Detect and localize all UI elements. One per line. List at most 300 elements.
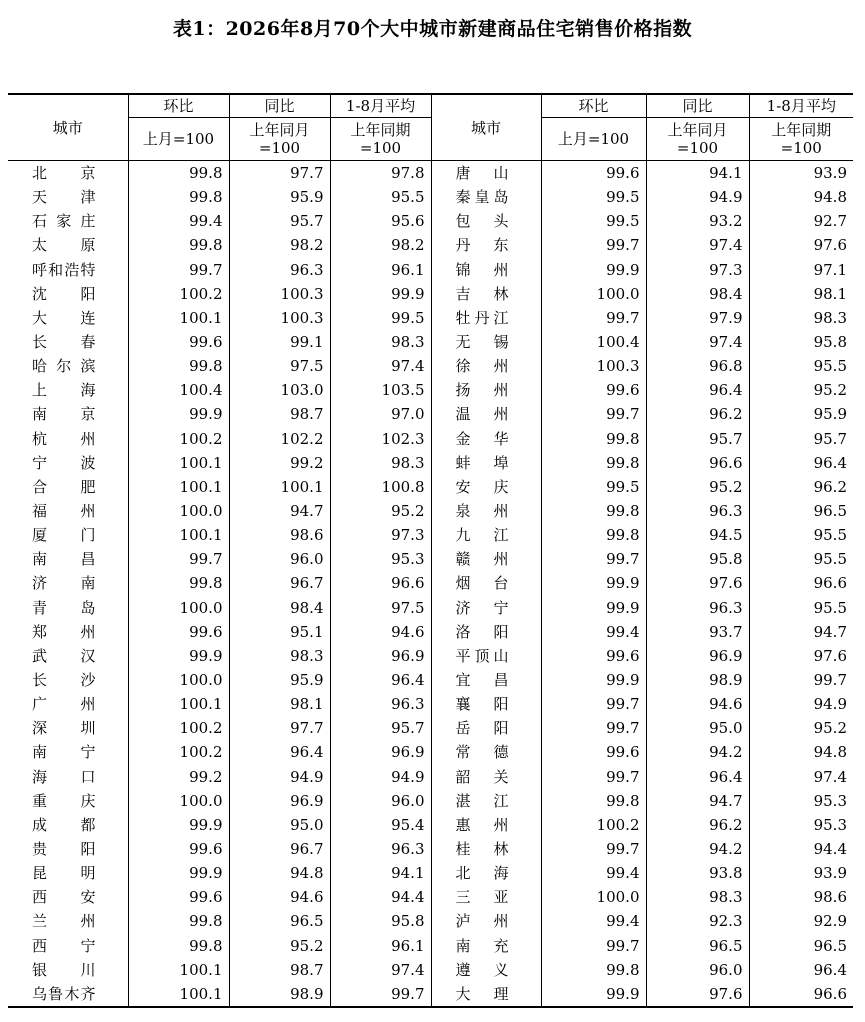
avg-value-left: 97.5 [330,596,431,620]
avg-value-right: 95.5 [749,354,853,378]
price-index-table [8,93,853,1008]
mom-value-right: 99.8 [541,451,646,475]
mom-value-left: 99.4 [128,209,229,233]
table-row [8,620,853,644]
avg-value-left: 98.2 [330,233,431,257]
city-name-left: 长沙 [32,671,96,690]
city-name-right: 烟台 [431,571,541,595]
city-name-right: 遵义 [431,958,541,982]
avg-value-left: 98.3 [330,451,431,475]
header-yoy-base-right: 上年同月 =100 [646,118,749,161]
mom-value-left: 99.7 [128,547,229,571]
yoy-value-left: 96.3 [229,258,330,282]
mom-value-right: 99.8 [541,499,646,523]
mom-value-left: 99.9 [128,813,229,837]
avg-value-right: 95.8 [749,330,853,354]
city-name-right: 大理 [431,982,541,1007]
mom-value-left: 100.1 [128,451,229,475]
mom-value-left: 99.9 [128,402,229,426]
avg-value-left: 102.3 [330,427,431,451]
mom-value-right: 99.7 [541,934,646,958]
mom-value-right: 99.8 [541,789,646,813]
city-name-left: 贵阳 [32,840,96,858]
mom-value-right: 99.7 [541,716,646,740]
header-row-bottom [8,118,853,161]
yoy-value-right: 95.8 [646,547,749,571]
table-row [8,765,853,789]
table-row [8,258,853,282]
city-name-right: 岳阳 [431,716,541,740]
avg-value-left: 95.2 [330,499,431,523]
table-row [8,934,853,958]
city-name-left: 石家庄 [32,212,96,231]
avg-value-right: 98.3 [749,306,853,330]
header-avg-base-left: 上年同期 =100 [330,118,431,161]
avg-value-right: 97.4 [749,765,853,789]
city-name-left: 南宁 [32,743,96,762]
avg-value-left: 100.8 [330,475,431,499]
mom-value-right: 100.3 [541,354,646,378]
table-row [8,909,853,933]
city-name-left: 兰州 [32,912,96,931]
mom-value-right: 99.6 [541,378,646,402]
mom-value-right: 99.7 [541,547,646,571]
city-name-right: 平顶山 [431,644,541,668]
yoy-value-right: 93.2 [646,209,749,233]
yoy-value-left: 95.7 [229,209,330,233]
mom-value-right: 99.9 [541,258,646,282]
avg-value-left: 97.4 [330,958,431,982]
header-mom-right: 环比 [541,94,646,118]
city-name-left: 重庆 [32,791,96,810]
table-row [8,161,853,186]
header-mom-left: 环比 [128,94,229,118]
table-row [8,378,853,402]
mom-value-left: 99.8 [128,571,229,595]
city-name-right: 惠州 [431,813,541,837]
avg-value-right: 97.6 [749,233,853,257]
avg-value-left: 97.4 [330,354,431,378]
yoy-value-right: 95.7 [646,427,749,451]
avg-value-left: 94.4 [330,885,431,909]
city-name-left: 南京 [32,405,96,424]
city-name-right: 包头 [431,209,541,233]
yoy-value-right: 98.4 [646,282,749,306]
avg-value-left: 95.3 [330,547,431,571]
mom-value-left: 100.0 [128,596,229,620]
avg-value-right: 96.5 [749,934,853,958]
yoy-value-left: 96.7 [229,837,330,861]
table-row [8,233,853,257]
city-name-right: 牡丹江 [431,306,541,330]
mom-value-left: 99.9 [128,644,229,668]
mom-value-right: 99.4 [541,620,646,644]
avg-value-right: 94.4 [749,837,853,861]
avg-value-right: 97.6 [749,644,853,668]
city-name-right: 桂林 [431,837,541,861]
yoy-value-right: 96.3 [646,499,749,523]
yoy-value-left: 95.2 [229,934,330,958]
yoy-value-left: 98.6 [229,523,330,547]
mom-value-right: 99.6 [541,740,646,764]
city-name-left: 天津 [32,188,96,207]
mom-value-left: 100.0 [128,789,229,813]
yoy-value-right: 97.3 [646,258,749,282]
yoy-value-right: 94.6 [646,692,749,716]
city-name-left: 武汉 [32,646,96,665]
mom-value-right: 100.0 [541,885,646,909]
yoy-value-right: 97.6 [646,982,749,1007]
table-row [8,885,853,909]
city-name-right: 洛阳 [431,620,541,644]
city-name-right: 锦州 [431,258,541,282]
mom-value-left: 100.0 [128,499,229,523]
city-name-right: 三亚 [431,885,541,909]
mom-value-right: 99.8 [541,958,646,982]
avg-value-left: 96.1 [330,934,431,958]
city-name-right: 丹东 [431,233,541,257]
mom-value-left: 100.1 [128,982,229,1007]
avg-value-left: 97.0 [330,402,431,426]
avg-value-right: 96.2 [749,475,853,499]
yoy-value-right: 98.9 [646,668,749,692]
city-name-right: 济宁 [431,596,541,620]
mom-value-left: 99.8 [128,185,229,209]
yoy-value-right: 94.5 [646,523,749,547]
city-name-left: 郑州 [32,622,96,641]
avg-value-left: 95.4 [330,813,431,837]
avg-value-right: 94.7 [749,620,853,644]
table-row [8,982,853,1007]
yoy-value-right: 96.4 [646,378,749,402]
yoy-value-right: 93.7 [646,620,749,644]
city-name-left: 昆明 [32,864,96,883]
mom-value-left: 100.1 [128,692,229,716]
city-name-right: 南充 [431,934,541,958]
avg-value-left: 99.5 [330,306,431,330]
city-name-right: 吉林 [431,282,541,306]
avg-value-right: 95.5 [749,596,853,620]
yoy-value-left: 98.3 [229,644,330,668]
yoy-value-right: 94.9 [646,185,749,209]
avg-value-right: 94.8 [749,740,853,764]
avg-value-left: 95.6 [330,209,431,233]
avg-value-left: 99.7 [330,982,431,1007]
yoy-value-left: 98.7 [229,402,330,426]
yoy-value-left: 95.9 [229,185,330,209]
mom-value-right: 99.7 [541,306,646,330]
mom-value-left: 100.1 [128,958,229,982]
yoy-value-right: 96.2 [646,813,749,837]
city-name-left: 成都 [32,815,96,834]
avg-value-left: 96.6 [330,571,431,595]
city-name-left: 厦门 [32,526,96,545]
city-name-left: 上海 [32,381,96,400]
mom-value-left: 99.6 [128,620,229,644]
avg-value-left: 97.3 [330,523,431,547]
avg-value-right: 92.7 [749,209,853,233]
avg-value-left: 96.1 [330,258,431,282]
table-row [8,716,853,740]
avg-value-right: 96.4 [749,451,853,475]
mom-value-left: 99.8 [128,161,229,186]
mom-value-right: 99.7 [541,765,646,789]
table-body [8,161,853,1007]
city-name-left: 银川 [32,960,96,979]
yoy-value-left: 97.7 [229,716,330,740]
avg-value-right: 95.5 [749,523,853,547]
mom-value-right: 99.9 [541,982,646,1007]
mom-value-right: 99.5 [541,185,646,209]
table-row [8,282,853,306]
table-row [8,813,853,837]
table-row [8,354,853,378]
avg-value-right: 95.2 [749,716,853,740]
mom-value-right: 99.5 [541,475,646,499]
city-name-left: 合肥 [32,477,96,496]
avg-value-right: 95.9 [749,402,853,426]
table-row [8,740,853,764]
yoy-value-right: 94.2 [646,837,749,861]
table-row [8,789,853,813]
yoy-value-right: 97.4 [646,330,749,354]
mom-value-left: 100.1 [128,475,229,499]
table-row [8,837,853,861]
mom-value-left: 100.1 [128,306,229,330]
table-title: 表1：2026年8月70个大中城市新建商品住宅销售价格指数 [172,18,693,40]
header-mom-base-right: 上月=100 [541,118,646,161]
city-name-right: 赣州 [431,547,541,571]
avg-value-left: 94.1 [330,861,431,885]
avg-value-left: 96.9 [330,740,431,764]
yoy-value-left: 99.2 [229,451,330,475]
mom-value-right: 99.8 [541,427,646,451]
avg-value-right: 95.7 [749,427,853,451]
table-row [8,571,853,595]
mom-value-right: 99.9 [541,571,646,595]
mom-value-left: 100.2 [128,282,229,306]
yoy-value-left: 102.2 [229,427,330,451]
avg-value-left: 95.5 [330,185,431,209]
city-name-right: 金华 [431,427,541,451]
table-row [8,306,853,330]
yoy-value-left: 96.7 [229,571,330,595]
table-row [8,692,853,716]
mom-value-right: 99.7 [541,233,646,257]
city-name-right: 湛江 [431,789,541,813]
yoy-value-left: 96.4 [229,740,330,764]
mom-value-right: 99.6 [541,644,646,668]
header-avg-left: 1-8月平均 [330,94,431,118]
yoy-value-right: 96.3 [646,596,749,620]
city-name-left: 深圳 [32,719,96,738]
table-row [8,523,853,547]
table-row [8,330,853,354]
avg-value-right: 93.9 [749,861,853,885]
table-row [8,427,853,451]
mom-value-left: 99.9 [128,861,229,885]
city-name-left: 呼和浩特 [32,260,96,279]
city-name-left: 大连 [32,308,96,327]
mom-value-left: 99.8 [128,909,229,933]
avg-value-left: 95.7 [330,716,431,740]
header-row-top [8,94,853,118]
city-name-left: 广州 [32,695,96,714]
table-row [8,451,853,475]
avg-value-right: 95.2 [749,378,853,402]
city-name-left: 乌鲁木齐 [8,982,128,1007]
city-name-left: 太原 [32,236,96,255]
yoy-value-left: 96.5 [229,909,330,933]
header-city-right: 城市 [431,94,541,161]
mom-value-right: 99.9 [541,596,646,620]
city-name-right: 扬州 [431,378,541,402]
yoy-value-right: 94.7 [646,789,749,813]
city-name-right: 温州 [431,402,541,426]
table-row [8,185,853,209]
mom-value-right: 99.8 [541,523,646,547]
mom-value-right: 99.6 [541,161,646,186]
mom-value-right: 100.2 [541,813,646,837]
yoy-value-left: 103.0 [229,378,330,402]
avg-value-left: 94.9 [330,765,431,789]
table-row [8,402,853,426]
city-name-right: 九江 [431,523,541,547]
yoy-value-left: 98.9 [229,982,330,1007]
mom-value-left: 99.8 [128,233,229,257]
avg-value-right: 95.3 [749,813,853,837]
mom-value-left: 99.6 [128,837,229,861]
yoy-value-right: 96.4 [646,765,749,789]
yoy-value-right: 96.8 [646,354,749,378]
yoy-value-left: 94.9 [229,765,330,789]
yoy-value-left: 95.1 [229,620,330,644]
yoy-value-right: 95.2 [646,475,749,499]
yoy-value-left: 94.6 [229,885,330,909]
header-mom-base-left: 上月=100 [128,118,229,161]
city-name-left: 南昌 [32,550,96,569]
header-city-left: 城市 [8,94,128,161]
avg-value-right: 98.6 [749,885,853,909]
avg-value-right: 95.3 [749,789,853,813]
yoy-value-left: 98.2 [229,233,330,257]
city-name-right: 秦皇岛 [431,185,541,209]
avg-value-right: 96.5 [749,499,853,523]
avg-value-left: 103.5 [330,378,431,402]
yoy-value-left: 100.3 [229,282,330,306]
yoy-value-left: 94.8 [229,861,330,885]
city-name-left: 杭州 [32,429,96,448]
avg-value-right: 96.6 [749,571,853,595]
city-name-right: 唐山 [431,161,541,186]
yoy-value-right: 96.2 [646,402,749,426]
city-name-left: 沈阳 [32,284,96,303]
yoy-value-left: 95.0 [229,813,330,837]
city-name-left: 海口 [32,767,96,786]
avg-value-left: 96.3 [330,837,431,861]
avg-value-left: 96.9 [330,644,431,668]
mom-value-right: 99.7 [541,692,646,716]
table-row [8,499,853,523]
yoy-value-right: 98.3 [646,885,749,909]
mom-value-left: 99.7 [128,258,229,282]
mom-value-left: 99.8 [128,354,229,378]
yoy-value-left: 98.4 [229,596,330,620]
yoy-value-right: 96.0 [646,958,749,982]
avg-value-right: 94.8 [749,185,853,209]
yoy-value-left: 98.1 [229,692,330,716]
avg-value-right: 95.5 [749,547,853,571]
mom-value-right: 99.7 [541,837,646,861]
avg-value-right: 94.9 [749,692,853,716]
city-name-right: 安庆 [431,475,541,499]
yoy-value-right: 96.9 [646,644,749,668]
city-name-right: 无锡 [431,330,541,354]
yoy-value-left: 99.1 [229,330,330,354]
yoy-value-right: 96.5 [646,934,749,958]
yoy-value-left: 94.7 [229,499,330,523]
yoy-value-right: 93.8 [646,861,749,885]
city-name-left: 济南 [32,574,96,593]
city-name-right: 襄阳 [431,692,541,716]
city-name-left: 福州 [32,502,96,521]
city-name-left: 北京 [32,164,96,183]
avg-value-right: 98.1 [749,282,853,306]
city-name-left: 西安 [32,888,96,907]
avg-value-left: 94.6 [330,620,431,644]
yoy-value-left: 100.3 [229,306,330,330]
yoy-value-left: 97.5 [229,354,330,378]
avg-value-left: 98.3 [330,330,431,354]
table-row [8,209,853,233]
table-row [8,644,853,668]
mom-value-left: 100.2 [128,427,229,451]
avg-value-right: 96.4 [749,958,853,982]
yoy-value-right: 92.3 [646,909,749,933]
city-name-right: 宜昌 [431,668,541,692]
yoy-value-right: 96.6 [646,451,749,475]
avg-value-left: 99.9 [330,282,431,306]
avg-value-left: 96.4 [330,668,431,692]
mom-value-left: 99.8 [128,934,229,958]
header-avg-right: 1-8月平均 [749,94,853,118]
mom-value-left: 99.6 [128,330,229,354]
table-row [8,596,853,620]
mom-value-left: 100.4 [128,378,229,402]
city-name-right: 徐州 [431,354,541,378]
table-row [8,861,853,885]
mom-value-right: 99.4 [541,909,646,933]
mom-value-right: 100.0 [541,282,646,306]
avg-value-right: 99.7 [749,668,853,692]
yoy-value-right: 94.2 [646,740,749,764]
header-yoy-left: 同比 [229,94,330,118]
mom-value-right: 99.5 [541,209,646,233]
mom-value-left: 100.1 [128,523,229,547]
mom-value-right: 99.7 [541,402,646,426]
avg-value-right: 93.9 [749,161,853,186]
yoy-value-left: 100.1 [229,475,330,499]
city-name-right: 常德 [431,740,541,764]
city-name-right: 泉州 [431,499,541,523]
city-name-left: 宁波 [32,453,96,472]
avg-value-right: 97.1 [749,258,853,282]
avg-value-left: 96.0 [330,789,431,813]
city-name-right: 蚌埠 [431,451,541,475]
header-yoy-right: 同比 [646,94,749,118]
avg-value-left: 95.8 [330,909,431,933]
city-name-left: 西宁 [32,936,96,955]
